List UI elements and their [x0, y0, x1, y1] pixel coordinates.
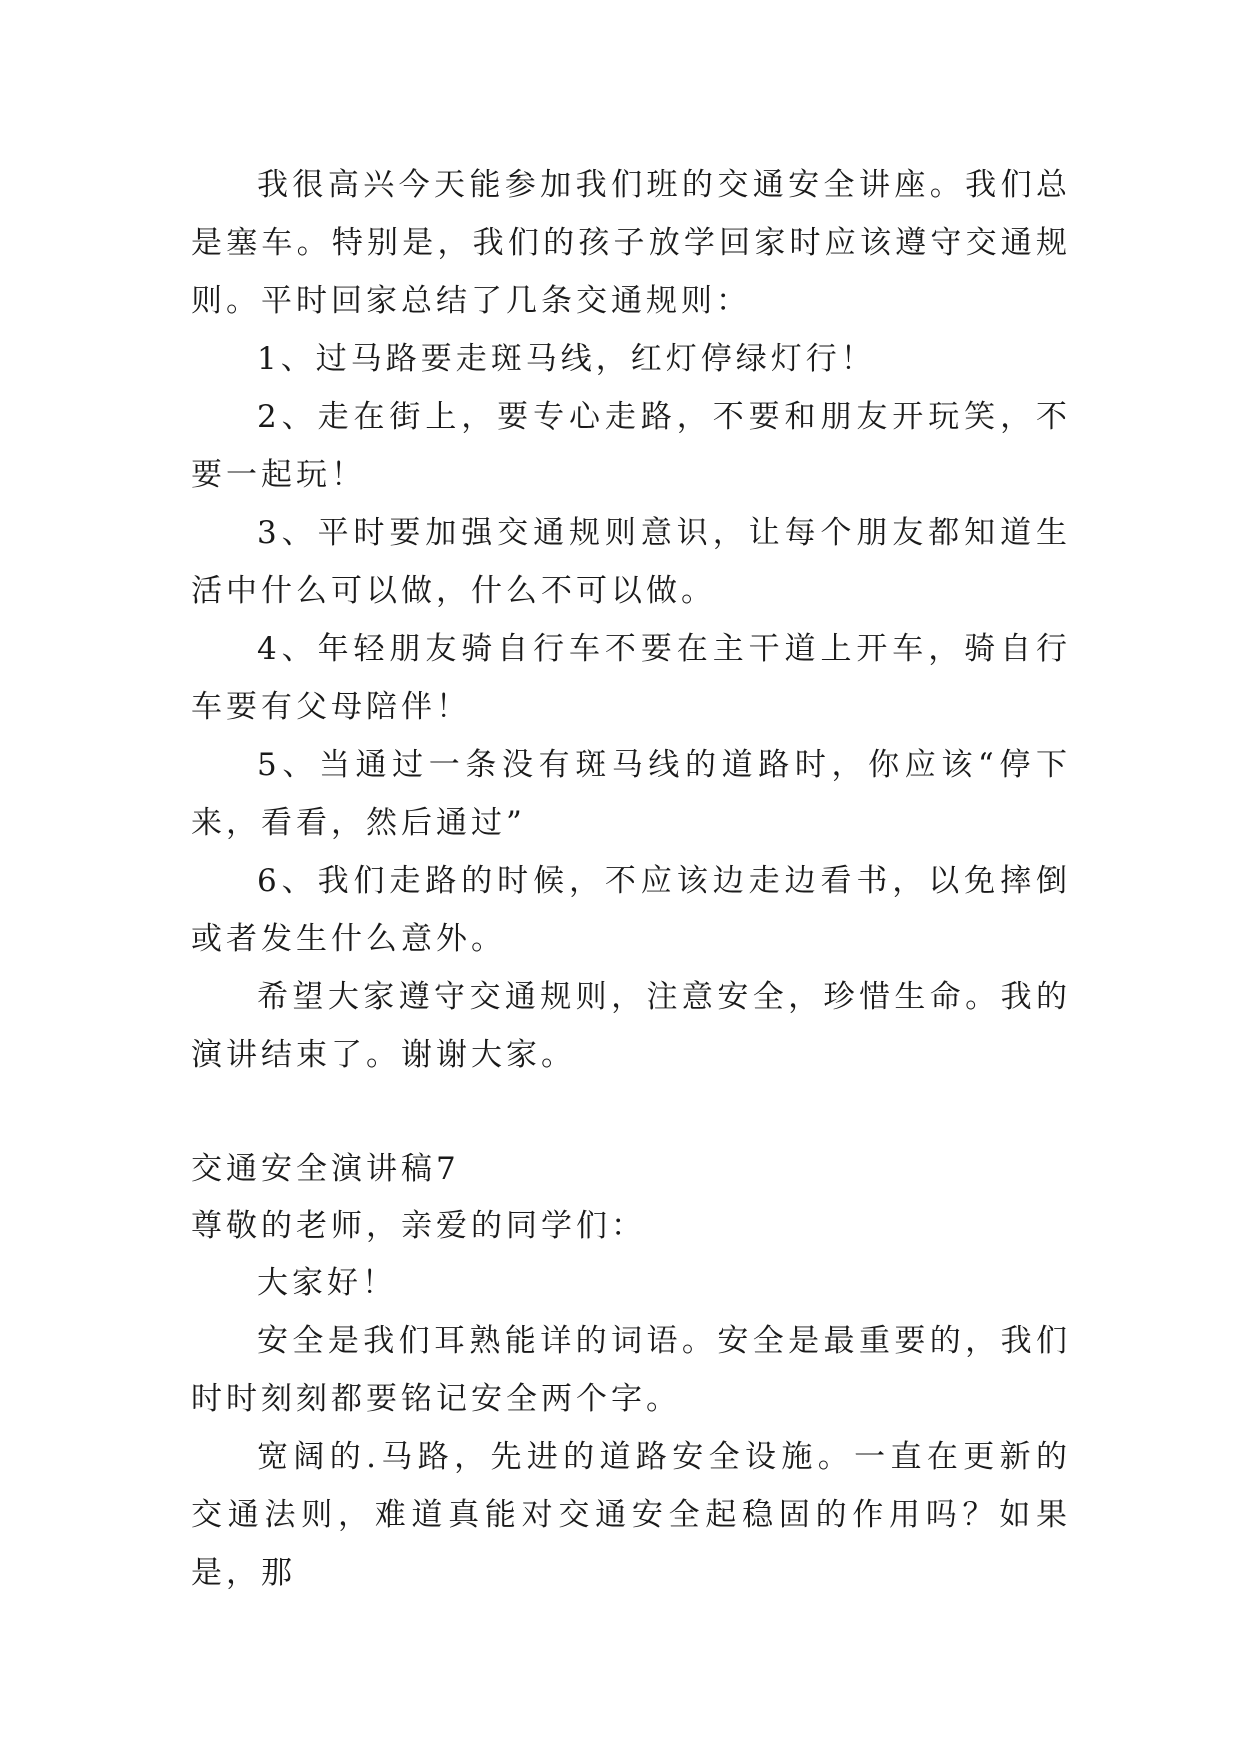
paragraph-rule-2: 2、走在街上，要专心走路，不要和朋友开玩笑，不要一起玩！ [191, 399, 1071, 493]
paragraph-rule-1: 1、过马路要走斑马线，红灯停绿灯行！ [257, 341, 876, 377]
paragraph-intro: 我很高兴今天能参加我们班的交通安全讲座。我们总是塞车。特别是，我们的孩子放学回家时应该遵守交通规则。平时回家总结了几条交通规则： [191, 167, 1071, 319]
paragraph-rule-5: 5、当通过一条没有斑马线的道路时，你应该“停下来，看看，然后通过” [191, 747, 1071, 841]
paragraph-rule-3: 3、平时要加强交通规则意识，让每个朋友都知道生活中什么可以做，什么不可以做。 [191, 515, 1071, 609]
section-spacer [191, 1084, 1071, 1141]
paragraph-closing: 希望大家遵守交通规则，注意安全，珍惜生命。我的演讲结束了。谢谢大家。 [191, 979, 1071, 1073]
greeting: 大家好！ [257, 1265, 397, 1301]
paragraph-roads: 宽阔的.马路，先进的道路安全设施。一直在更新的交通法则，难道真能对交通安全起稳固的作用吗？如果是，那 [191, 1439, 1071, 1591]
salutation: 尊敬的老师，亲爱的同学们： [191, 1208, 646, 1244]
paragraph-rule-6: 6、我们走路的时候，不应该边走边看书，以免摔倒或者发生什么意外。 [191, 863, 1071, 957]
paragraph-rule-4: 4、年轻朋友骑自行车不要在主干道上开车，骑自行车要有父母陪伴！ [191, 631, 1071, 725]
paragraph-safety-words: 安全是我们耳熟能详的词语。安全是最重要的，我们时时刻刻都要铭记安全两个字。 [191, 1323, 1071, 1417]
section-title: 交通安全演讲稿7 [191, 1151, 460, 1187]
document-body [191, 156, 1071, 1602]
